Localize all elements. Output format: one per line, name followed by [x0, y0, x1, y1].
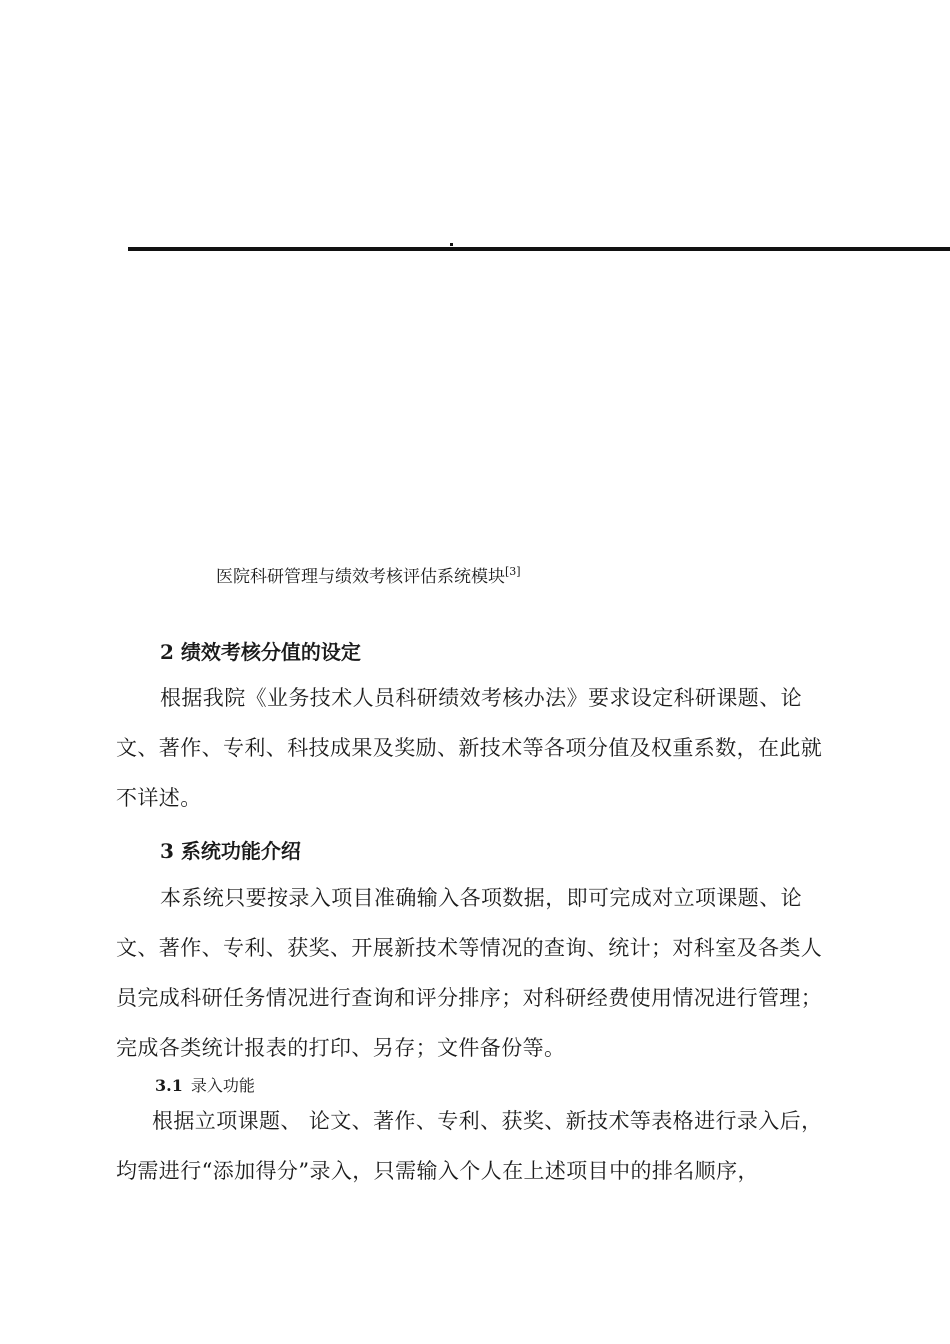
- figure-caption-text: 医院科研管理与绩效考核评估系统模块: [216, 567, 505, 587]
- section-3-1-number: 3.1: [155, 1076, 183, 1095]
- figure-rule-mark: [450, 243, 453, 246]
- section-3-1-heading: [155, 1073, 255, 1096]
- section-3-1-paragraph: 根据立项课题、 论文、著作、专利、获奖、新技术等表格进行录入后，均需进行“添加得分”录入，只需输入个人在上述项目中的排名顺序，: [116, 1109, 823, 1183]
- figure-top-rule: [128, 247, 950, 251]
- figure-citation: [3]: [505, 565, 521, 578]
- figure-caption: [216, 562, 521, 587]
- section-3-paragraph: 本系统只要按录入项目准确输入各项数据，即可完成对立项课题、论文、著作、专利、获奖、开展新技术等情况的查询、统计；对科室及各类人员完成科研任务情况进行查询和评分排序；对科研经费使用情况进行管理；完成各类统计报表的打印、另存；文件备份等。: [116, 886, 823, 1060]
- section-3-heading: 3 系统功能介绍: [160, 839, 301, 863]
- section-2-paragraph: 根据我院《业务技术人员科研绩效考核办法》要求设定科研课题、论文、著作、专利、科技成果及奖励、新技术等各项分值及权重系数，在此就不详述。: [116, 686, 823, 810]
- section-3-1-title: 录入功能: [190, 1076, 255, 1095]
- section-2-heading: 2 绩效考核分值的设定: [160, 640, 361, 664]
